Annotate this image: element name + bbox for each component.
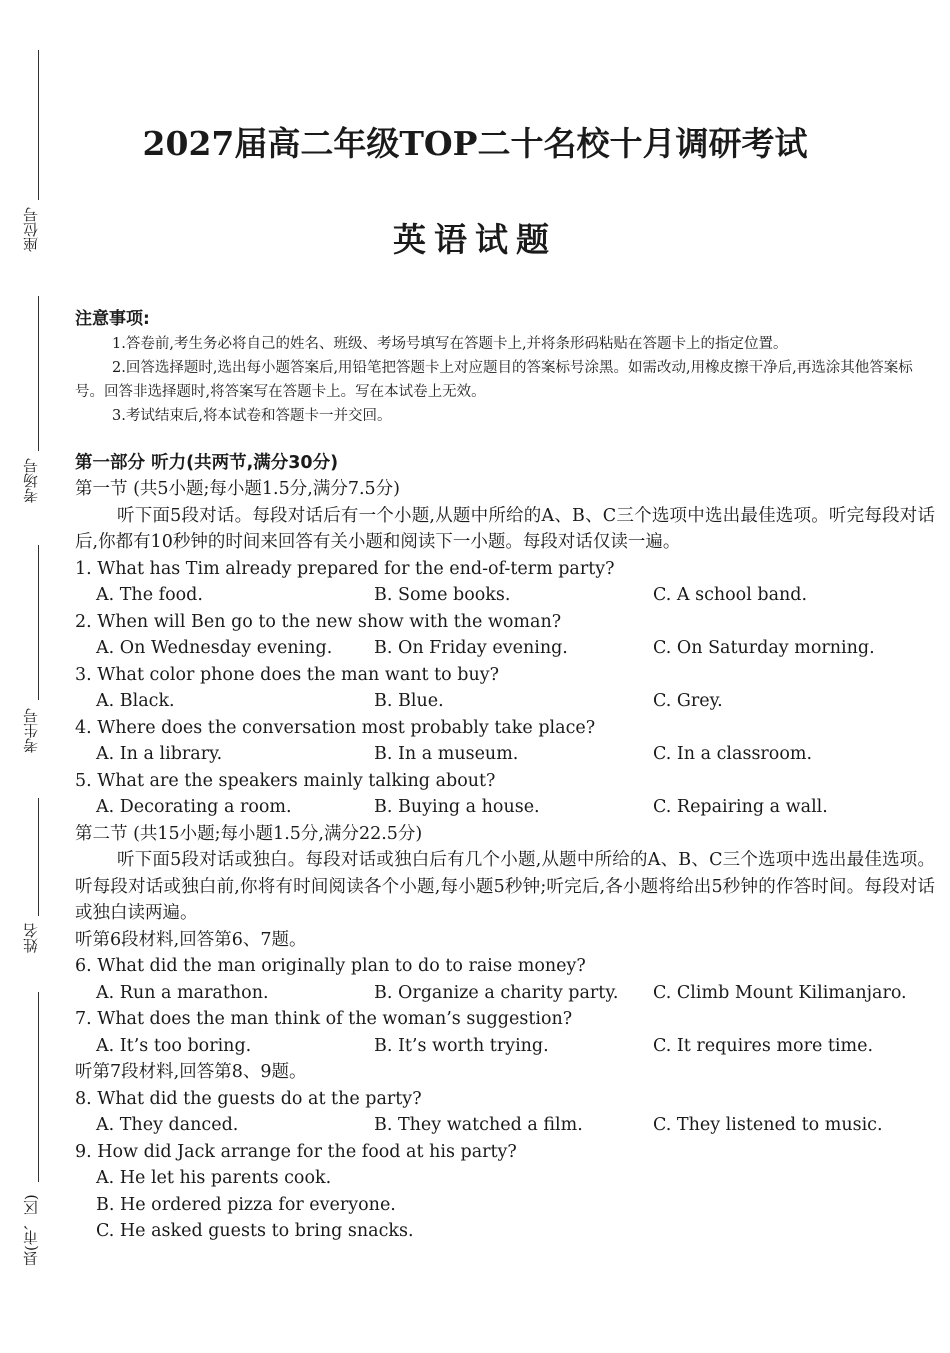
question <box>75 1006 935 1059</box>
name-label: 姓名 <box>22 923 40 953</box>
option-c: C. In a classroom. <box>653 744 813 764</box>
option-c: C. On Saturday morning. <box>653 638 875 658</box>
student-number-label: 考生号 <box>22 708 40 754</box>
material-heading: 听第6段材料,回答第6、7题。 <box>75 929 307 950</box>
seat-number-label: 座位号 <box>22 207 40 253</box>
question-text: 7. What does the man think of the woman’s suggestion? <box>75 1009 573 1029</box>
question <box>75 662 935 715</box>
binding-line <box>38 296 39 451</box>
part1-heading: 第一部分 听力(共两节,满分30分) <box>75 453 339 473</box>
question-text: 8. What did the guests do at the party? <box>75 1088 422 1109</box>
binding-line <box>38 545 39 700</box>
question <box>75 609 935 662</box>
question-text: 2. When will Ben go to the new show with the woman? <box>75 611 562 632</box>
option-b: B. Organize a charity party. <box>374 982 619 1003</box>
option-b: B. In a museum. <box>374 744 519 764</box>
question-text: 9. How did Jack arrange for the food at his party? <box>75 1141 517 1162</box>
question <box>75 768 935 821</box>
section1-heading: 第一节 (共5小题;每小题1.5分,满分7.5分) <box>75 479 400 499</box>
exam-content <box>75 306 935 1245</box>
option-b: B. Some books. <box>374 585 511 605</box>
option-c: C. Grey. <box>653 691 723 711</box>
option-a: A. He let his parents cook. <box>96 1168 332 1188</box>
question-text: 4. Where does the conversation most probably take place? <box>75 717 596 738</box>
exam-subtitle: 英语试题 <box>393 220 557 259</box>
option-b: B. He ordered pizza for everyone. <box>96 1194 396 1215</box>
room-number-label: 考场号 <box>22 458 40 504</box>
option-c: C. It requires more time. <box>653 1035 874 1056</box>
question-text: 6. What did the man originally plan to do to raise money? <box>75 956 586 976</box>
option-b: B. It’s worth trying. <box>374 1035 549 1056</box>
option-a: A. Black. <box>96 691 175 711</box>
option-c: C. Repairing a wall. <box>653 797 828 817</box>
section2-instructions: 听下面5段对话或独白。每段对话或独白后有几个小题,从题中所给的A、B、C三个选项中选出最佳选项。听每段对话或独白前,你将有时间阅读各个小题,每小题5秒钟;听完后,各小题将给出5秒钟的作答时间。每段对话或独白读两遍。 <box>75 850 935 923</box>
question-text: 5. What are the speakers mainly talking about? <box>75 770 496 791</box>
question <box>75 1139 935 1245</box>
exam-title: 2027届高二年级TOP二十名校十月调研考试 <box>142 124 808 163</box>
notice-item: 3.考试结束后,将本试卷和答题卡一并交回。 <box>112 408 392 424</box>
section2-heading: 第二节 (共15小题;每小题1.5分,满分22.5分) <box>75 823 423 844</box>
option-a: A. Decorating a room. <box>96 797 292 817</box>
option-c: C. He asked guests to bring snacks. <box>96 1221 414 1241</box>
option-a: A. On Wednesday evening. <box>96 638 333 658</box>
option-c: C. Climb Mount Kilimanjaro. <box>653 982 907 1003</box>
question <box>75 953 935 1006</box>
county-label: 县(市、区) <box>22 1194 40 1266</box>
option-a: A. They danced. <box>96 1115 239 1135</box>
option-b: B. Blue. <box>374 691 444 711</box>
notice-heading: 注意事项: <box>75 309 150 329</box>
notice-item: 1.答卷前,考生务必将自己的姓名、班级、考场号填写在答题卡上,并将条形码粘贴在答题卡上的指定位置。 <box>112 336 788 352</box>
section1-instructions: 听下面5段对话。每段对话后有一个小题,从题中所给的A、B、C三个选项中选出最佳选项。听完每段对话后,你都有10秒钟的时间来回答有关小题和阅读下一小题。每段对话仅读一遍。 <box>75 505 935 552</box>
option-a: A. The food. <box>96 585 203 605</box>
question <box>75 1086 935 1139</box>
option-a: A. It’s too boring. <box>96 1035 252 1056</box>
material-heading: 听第7段材料,回答第8、9题。 <box>75 1062 307 1082</box>
question <box>75 556 935 609</box>
binding-line <box>38 798 39 916</box>
binding-line <box>38 992 39 1182</box>
option-a: A. In a library. <box>96 744 223 764</box>
option-b: B. Buying a house. <box>374 797 540 817</box>
option-a: A. Run a marathon. <box>96 982 269 1003</box>
question-text: 1. What has Tim already prepared for the end-of-term party? <box>75 558 615 579</box>
option-b: B. They watched a film. <box>374 1115 583 1135</box>
option-b: B. On Friday evening. <box>374 638 568 658</box>
option-c: C. They listened to music. <box>653 1115 883 1135</box>
question <box>75 715 935 768</box>
notice-item: 2.回答选择题时,选出每小题答案后,用铅笔把答题卡上对应题目的答案标号涂黑。如需改动,用橡皮擦干净后,再选涂其他答案标号。回答非选择题时,将答案写在答题卡上。写在本试卷上无效。 <box>75 360 913 400</box>
question-text: 3. What color phone does the man want to buy? <box>75 664 500 685</box>
option-c: C. A school band. <box>653 585 808 605</box>
